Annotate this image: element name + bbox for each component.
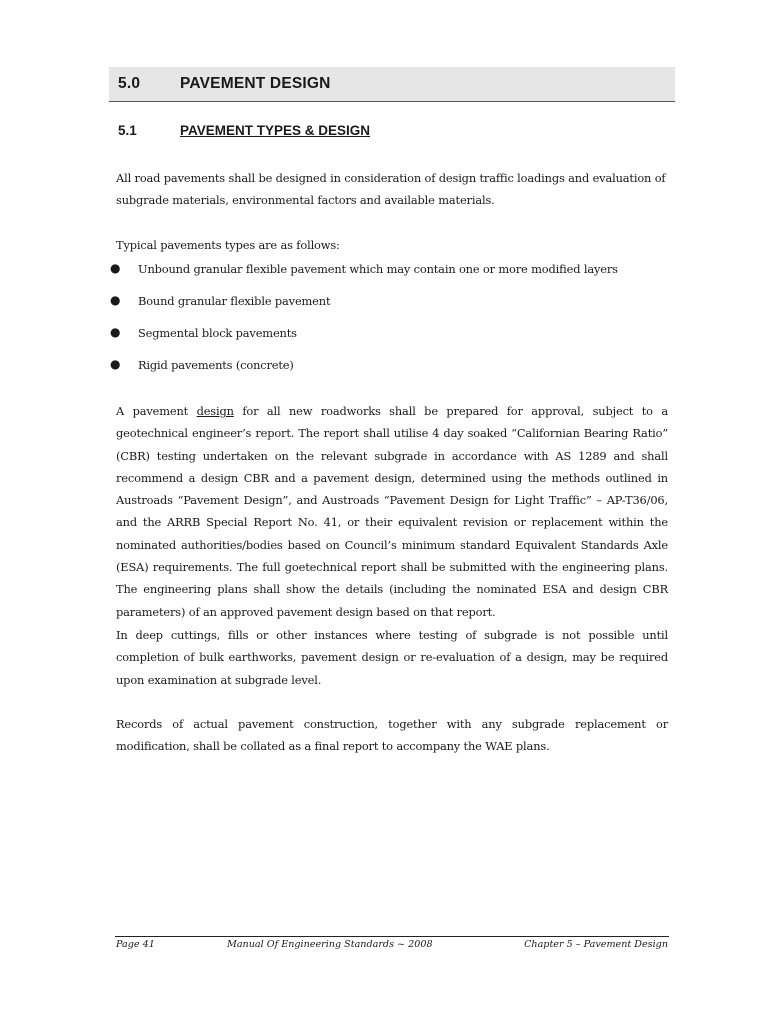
footer-chapter-title: Chapter 5 – Pavement Design — [524, 939, 668, 950]
cuttings-paragraph: In deep cuttings, fills or other instances where testing of subgrade is not possible until completion of bulk earthworks, pavement design or re-evaluation of a design, may be required upon examination at subgrade level. — [116, 628, 668, 687]
bullet-icon: ● — [110, 293, 121, 307]
chapter-heading-bar — [109, 67, 675, 102]
bullet-icon: ● — [110, 357, 121, 371]
intro-paragraph: All road pavements shall be designed in consideration of design traffic loadings and evaluation of subgrade materials, environmental factors and available materials. — [116, 171, 666, 208]
design-link[interactable]: design — [196, 404, 234, 418]
list-item-text: Unbound granular flexible pavement which may contain one or more modified layers — [138, 262, 618, 276]
footer-manual-title: Manual Of Engineering Standards ~ 2008 — [227, 939, 433, 950]
list-item-text: Bound granular flexible pavement — [138, 294, 331, 308]
types-intro: Typical pavements types are as follows: — [116, 238, 340, 252]
footer-divider — [115, 936, 669, 937]
bullet-icon: ● — [110, 261, 121, 275]
section-number: 5.1 — [118, 123, 137, 138]
list-item — [110, 290, 670, 310]
bullet-icon: ● — [110, 325, 121, 339]
design-paragraph-body: for all new roadworks shall be prepared for approval, subject to a geotechnical engineer’s report. The report shall utilise 4 day soaked “Californian Bearing Ratio” (CBR) testing undertaken on the relevant subgrade in accordance with AS 1289 and shall recommend a design CBR and a pavement design, determined using the methods outlined in Austroads “Pavement Design”, and Austroads “Pavement Design for Light Traffic” – AP-T36/06, and the ARRB Special Report No. 41, or their equivalent revision or replacement within the nominated authorities/bodies based on Council’s minimum standard Equivalent Standards Axle (ESA) requirements. The full goetechnical report shall be submitted with the engineering plans. The engineering plans shall show the details (including the nominated ESA and design CBR parameters) of an approved pavement design based on that report. — [116, 404, 668, 619]
list-item-text: Rigid pavements (concrete) — [138, 358, 294, 372]
footer-page-number: Page 41 — [116, 939, 155, 950]
chapter-title: PAVEMENT DESIGN — [180, 75, 331, 92]
records-paragraph: Records of actual pavement construction, together with any subgrade replacement or modification, shall be collated as a final report to accompany the WAE plans. — [116, 717, 668, 754]
section-title: PAVEMENT TYPES & DESIGN — [180, 123, 371, 138]
chapter-number: 5.0 — [118, 75, 141, 92]
list-item — [110, 354, 670, 374]
design-paragraph-lead: A pavement — [116, 404, 197, 418]
list-item — [110, 322, 670, 342]
list-item — [110, 258, 670, 278]
list-item-text: Segmental block pavements — [138, 326, 297, 340]
design-paragraph — [116, 400, 668, 623]
